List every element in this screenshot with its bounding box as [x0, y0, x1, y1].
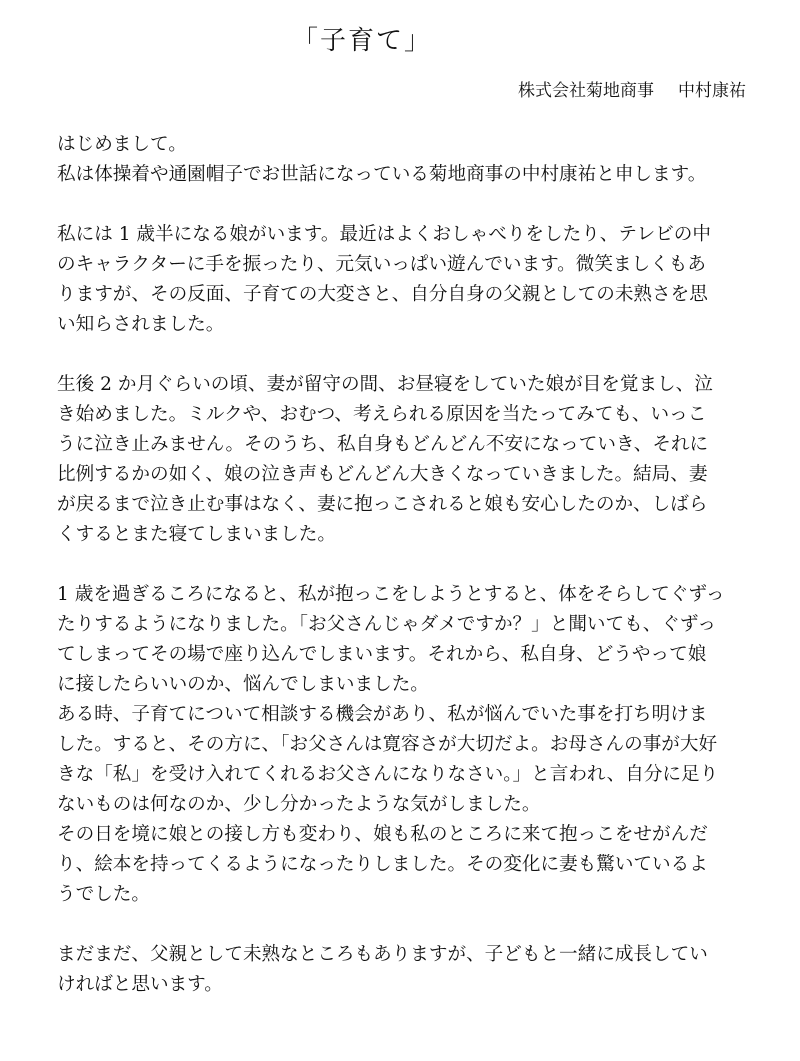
text-line: した。すると、その方に、「お父さんは寛容さが大切だよ。お母さんの事が大好: [57, 734, 718, 755]
text-line: に接したらいいのか、悩んでしまいました。: [57, 674, 429, 695]
text-line: うに泣き止みません。そのうち、私自身もどんどん不安になっていき、それに: [57, 434, 709, 455]
text-line: 1 歳を過ぎるころになると、私が抱っこをしようとすると、体をそらしてぐずっ: [57, 584, 725, 605]
paragraph-gap: [57, 340, 762, 370]
author-line: [518, 76, 746, 101]
text-line: 生後 2 か月ぐらいの頃、妻が留守の間、お昼寝をしていた娘が目を覚まし、泣: [57, 374, 713, 395]
text-line: その日を境に娘との接し方も変わり、娘も私のところに来て抱っこをせがんだ: [57, 824, 708, 845]
paragraph-5: [57, 940, 762, 1000]
author-company: 株式会社菊地商事: [518, 81, 654, 101]
author-name: 中村康祐: [678, 81, 746, 101]
paragraph-4: [57, 580, 762, 910]
text-line: 比例するかの如く、娘の泣き声もどんどん大きくなっていきました。結局、妻: [57, 464, 708, 485]
text-line: ければと思います。: [57, 974, 223, 995]
body-text: [57, 130, 762, 1000]
paragraph-gap: [57, 550, 762, 580]
text-line: が戻るまで泣き止む事はなく、妻に抱っこされると娘も安心したのか、しばら: [57, 494, 708, 515]
text-line: うでした。: [57, 884, 150, 905]
paragraph-1: [57, 130, 762, 190]
text-line: くするとまた寝てしまいました。: [57, 524, 336, 545]
text-line: ないものは何なのか、少し分かったような気がしました。: [57, 794, 541, 815]
text-line: のキャラクターに手を振ったり、元気いっぱい遊んでいます。微笑ましくもあ: [57, 254, 706, 275]
paragraph-gap: [57, 190, 762, 220]
text-line: い知らされました。: [57, 314, 225, 335]
text-line: てしまってその場で座り込んでしまいます。それから、私自身、どうやって娘: [57, 644, 707, 665]
text-line: たりするようになりました。「お父さんじゃダメですか？」と聞いても、ぐずっ: [57, 614, 716, 635]
text-line: き始めました。ミルクや、おむつ、考えられる原因を当たってみても、いっこ: [57, 404, 707, 425]
text-line: ある時、子育てについて相談する機会があり、私が悩んでいた事を打ち明けま: [57, 704, 708, 725]
text-line: り、絵本を持ってくるようになったりしました。その変化に妻も驚いているよ: [57, 854, 708, 875]
text-line: 私には 1 歳半になる娘がいます。最近はよくおしゃべりをしたり、テレビの中: [57, 224, 711, 245]
paragraph-2: [57, 220, 762, 340]
text-line: はじめまして。: [57, 134, 187, 155]
text-line: りますが、その反面、子育ての大変さと、自分自身の父親としての未熟さを思: [57, 284, 708, 305]
text-line: まだまだ、父親として未熟なところもありますが、子どもと一緒に成長してい: [57, 944, 708, 965]
text-line: きな「私」を受け入れてくれるお父さんになりなさい。」と言われ、自分に足り: [57, 764, 719, 785]
paragraph-3: [57, 370, 762, 550]
paragraph-gap: [57, 910, 762, 940]
document-title: 「子育て」: [292, 26, 433, 56]
text-line: 私は体操着や通園帽子でお世話になっている菊地商事の中村康祐と申します。: [57, 164, 707, 185]
